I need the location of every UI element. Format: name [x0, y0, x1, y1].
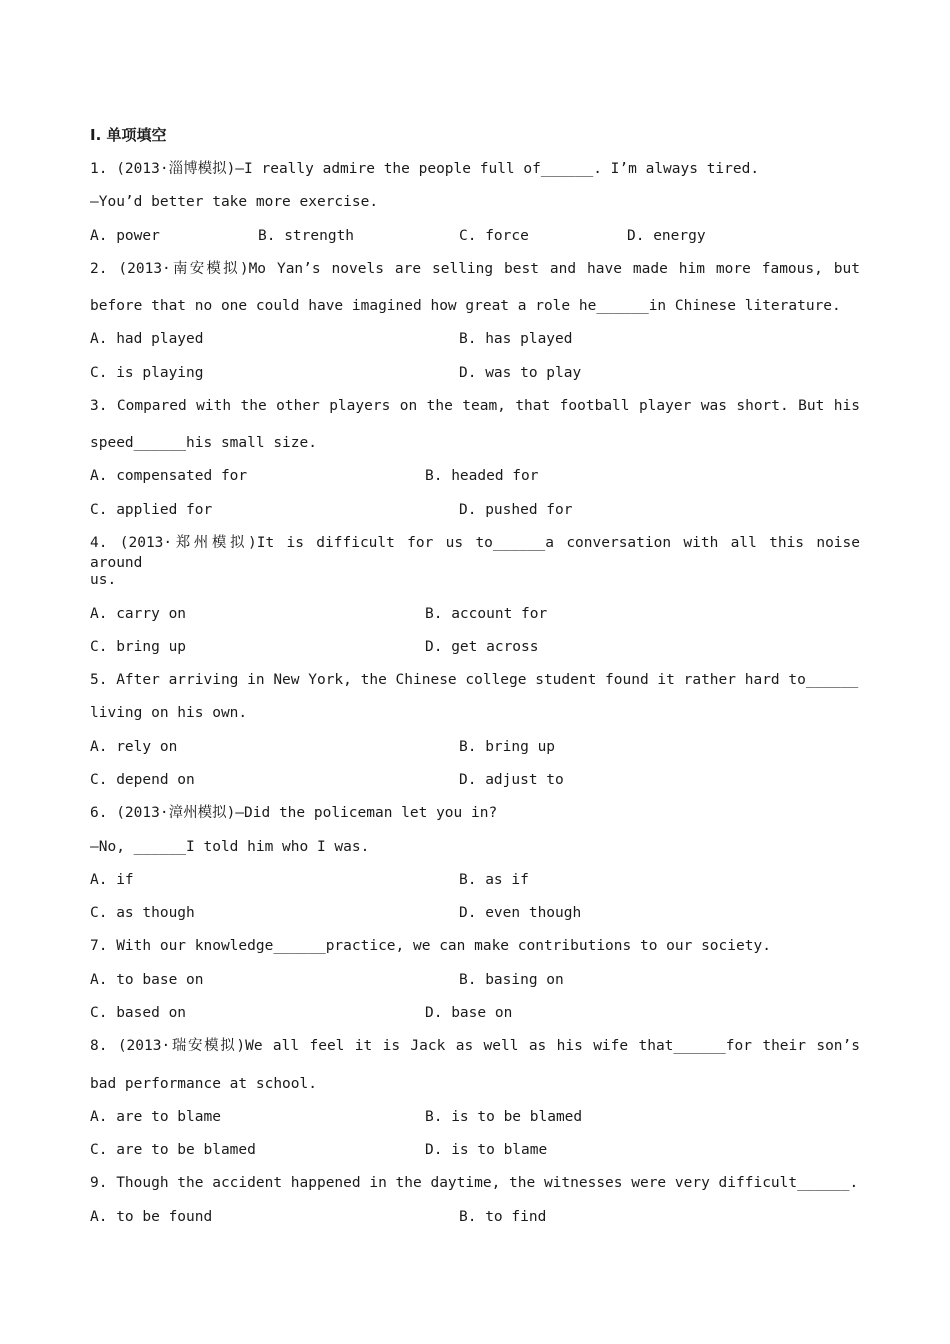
question-1-option-d: D. energy: [627, 228, 706, 244]
question-9-line-1: 9. Though the accident happened in the daytime, the witnesses were very difficult______.: [90, 1175, 859, 1191]
question-2-line-1: 2. (2013·南安模拟)Mo Yan’s novels are selling best and have made him more famous, but: [90, 261, 860, 277]
question-8-option-c: C. are to be blamed: [90, 1142, 256, 1158]
question-7-option-a: A. to base on: [90, 972, 204, 988]
question-1-option-a: A. power: [90, 228, 160, 244]
question-6-line-1: 6. (2013·漳州模拟)—Did the policeman let you in?: [90, 805, 498, 821]
question-5-option-c: C. depend on: [90, 772, 195, 788]
question-2-line-2: before that no one could have imagined how great a role he______in Chinese literature.: [90, 298, 841, 314]
question-5-line-2: living on his own.: [90, 705, 248, 721]
question-3-option-d: D. pushed for: [459, 502, 573, 518]
question-6-option-a: A. if: [90, 872, 134, 888]
question-8-option-b: B. is to be blamed: [425, 1109, 583, 1125]
question-8-option-a: A. are to blame: [90, 1109, 221, 1125]
question-4-line-2: us.: [90, 572, 117, 588]
question-4-option-c: C. bring up: [90, 639, 187, 655]
question-8-line-1: 8. (2013·瑞安模拟)We all feel it is Jack as well as his wife that______for their son’s: [90, 1038, 860, 1054]
question-7-line-1: 7. With our knowledge______practice, we can make contributions to our society.: [90, 938, 771, 954]
question-2-option-a: A. had played: [90, 331, 204, 347]
question-6-option-c: C. as though: [90, 905, 195, 921]
question-6-option-d: D. even though: [459, 905, 582, 921]
question-1-line-1: 1. (2013·淄博模拟)—I really admire the people full of______. I’m always tired.: [90, 161, 760, 177]
section-title: Ⅰ. 单项填空: [90, 126, 167, 144]
question-3-option-b: B. headed for: [425, 468, 539, 484]
question-7-option-c: C. based on: [90, 1005, 187, 1021]
question-3-option-a: A. compensated for: [90, 468, 248, 484]
question-9-option-b: B. to find: [459, 1209, 547, 1225]
question-9-option-a: A. to be found: [90, 1209, 213, 1225]
question-4-line-1: 4. (2013·郑州模拟)It is difficult for us to______a conversation with all this noise around: [90, 535, 860, 571]
question-2-option-d: D. was to play: [459, 365, 582, 381]
question-3-line-1: 3. Compared with the other players on the team, that football player was short. But his: [90, 398, 860, 414]
question-3-line-2: speed______his small size.: [90, 435, 317, 451]
question-7-option-d: D. base on: [425, 1005, 513, 1021]
question-5-option-b: B. bring up: [459, 739, 556, 755]
question-2-option-b: B. has played: [459, 331, 573, 347]
question-7-option-b: B. basing on: [459, 972, 564, 988]
question-5-option-a: A. rely on: [90, 739, 178, 755]
question-4-option-a: A. carry on: [90, 606, 187, 622]
question-4-option-b: B. account for: [425, 606, 548, 622]
question-6-line-2: —No, ______I told him who I was.: [90, 839, 370, 855]
question-3-option-c: C. applied for: [90, 502, 213, 518]
question-2-option-c: C. is playing: [90, 365, 204, 381]
question-5-option-d: D. adjust to: [459, 772, 564, 788]
question-1-option-b: B. strength: [258, 228, 355, 244]
question-8-option-d: D. is to blame: [425, 1142, 548, 1158]
question-5-line-1: 5. After arriving in New York, the Chinese college student found it rather hard to______: [90, 672, 859, 688]
question-8-line-2: bad performance at school.: [90, 1076, 317, 1092]
question-6-option-b: B. as if: [459, 872, 529, 888]
question-1-option-c: C. force: [459, 228, 529, 244]
question-1-line-2: —You’d better take more exercise.: [90, 194, 379, 210]
question-4-option-d: D. get across: [425, 639, 539, 655]
